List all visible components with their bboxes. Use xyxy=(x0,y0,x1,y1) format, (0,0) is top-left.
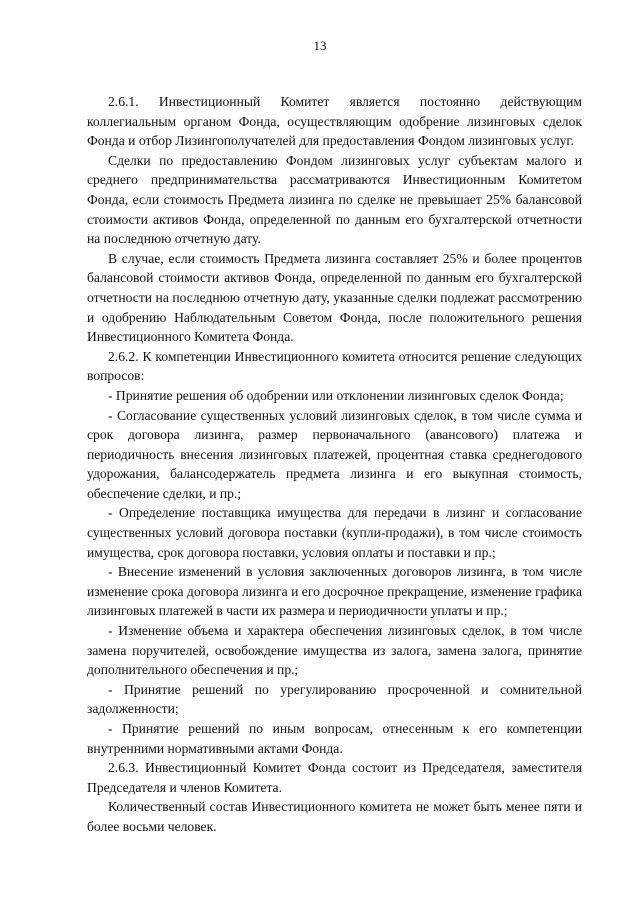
paragraph-supervisory-board: В случае, если стоимость Предмета лизинга составляет 25% и более процентов балансовой стоимости активов Фонда, определенной по данным его бухгалтерской отчетности на последнюю отчетную дату, указанные сделки подлежат рассмотрению и одобрению Наблюдательным Советом Фонда, после положительного решения Инвестиционного Комитета Фонда. xyxy=(87,250,582,345)
list-item-other-matters: - Принятие решений по иным вопросам, отнесенным к его компетенции внутренними нормативными актами Фонда. xyxy=(87,721,582,756)
list-item-overdue-debt: - Принятие решений по урегулированию просроченной и сомнительной задолженности; xyxy=(87,681,582,717)
list-item-terms: - Согласование существенных условий лизинговых сделок, в том числе сумма и срок договора лизинга, размер первоначального (авансового) платежа и периодичность внесения лизинговых платежей, процентная ставка среднегодового удорожания, балансодержатель предмета лизинга и его выкупная стоимость, обеспечение сделки, и пр.; xyxy=(87,407,582,501)
list-item-approval: - Принятие решения об одобрении или отклонении лизинговых сделок Фонда; xyxy=(108,387,564,403)
paragraph-committee-scope: Сделки по предоставлению Фондом лизинговых услуг субъектам малого и среднего предпринимательства рассматриваются Инвестиционным Комитетом Фонда, если стоимость Предмета лизинга по сделке не превышает 25% балансовой стоимости активов Фонда, определенной по данным его бухгалтерской отчетности на последнюю отчетную дату. xyxy=(87,152,582,247)
document-body xyxy=(87,92,582,837)
page-number: 13 xyxy=(313,38,327,53)
paragraph-2-6-3: 2.6.3. Инвестиционный Комитет Фонда состоит из Председателя, заместителя Председателя и членов Комитета. xyxy=(87,760,582,795)
paragraph-2-6-1: 2.6.1. Инвестиционный Комитет является постоянно действующим коллегиальным органом Фонда, осуществляющим одобрение лизинговых сделок Фонда и отбор Лизингополучателей для предоставления Фондом лизинговых услуг. xyxy=(87,94,582,149)
paragraph-committee-size: Количественный состав Инвестиционного комитета не может быть менее пяти и более восьми человек. xyxy=(87,799,582,834)
list-item-amendments: - Внесение изменений в условия заключенных договоров лизинга, в том числе изменение срока договора лизинга и его досрочное прекращение, изменение графика лизинговых платежей в части их размера и периодичности уплаты и пр.; xyxy=(87,564,582,619)
paragraph-2-6-2: 2.6.2. К компетенции Инвестиционного комитета относится решение следующих вопросов: xyxy=(87,348,582,384)
list-item-supplier: - Определение поставщика имущества для передачи в лизинг и согласование существенных условий договора поставки (купли-продажи), в том числе стоимость имущества, срок договора поставки, условия оплаты и поставки и пр.; xyxy=(87,505,582,560)
list-item-collateral: - Изменение объема и характера обеспечения лизинговых сделок, в том числе замена поручителей, освобождение имущества из залога, замена залога, принятие дополнительного обеспечения и пр.; xyxy=(87,623,582,678)
